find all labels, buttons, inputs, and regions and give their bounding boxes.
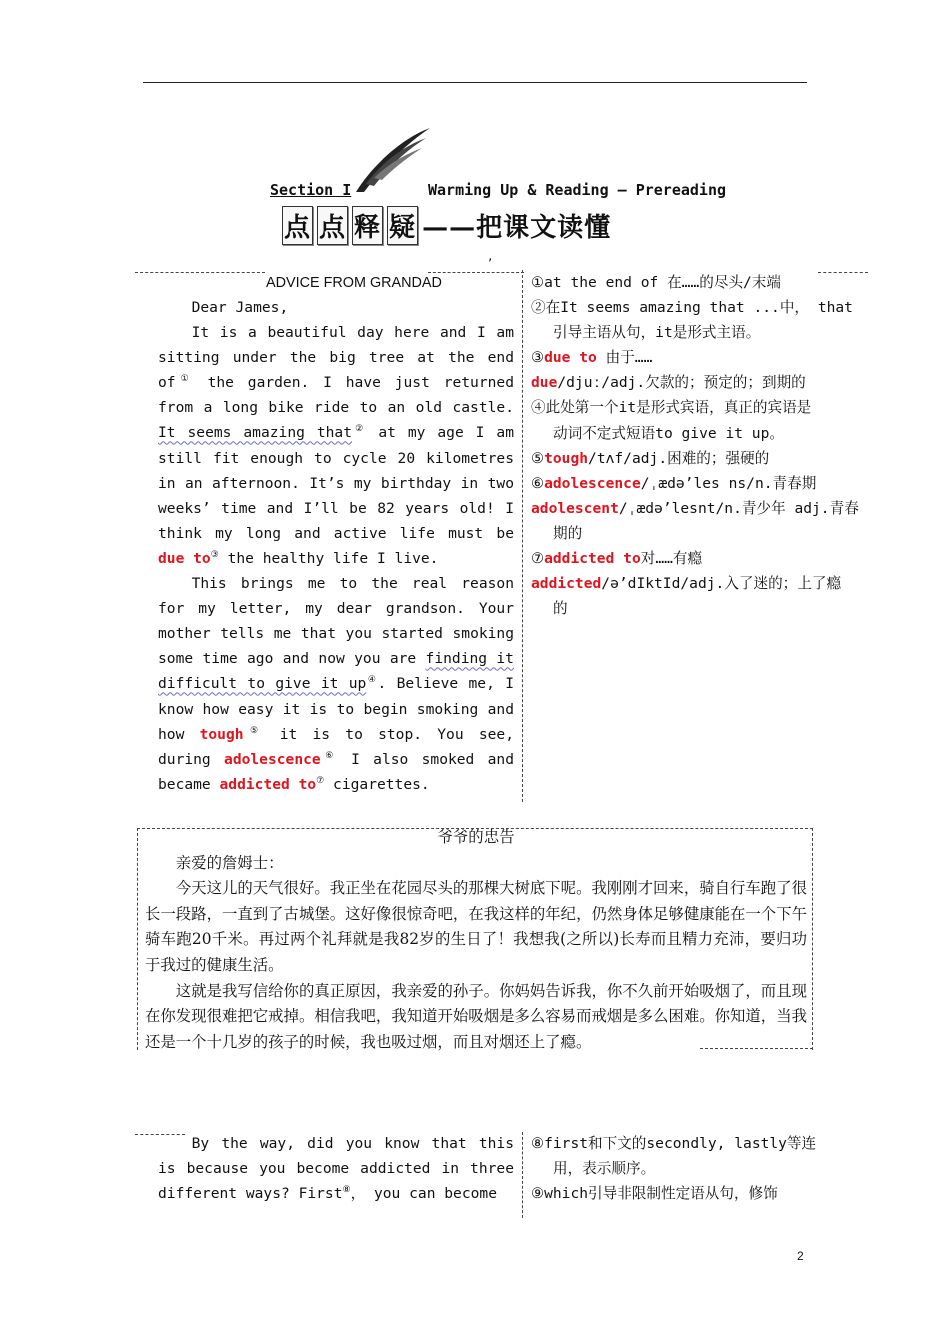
paragraph: [158, 571, 514, 797]
passage-english-2: [158, 1131, 514, 1206]
note-num: ③: [531, 349, 545, 367]
keyword: addicted to: [219, 775, 317, 793]
text: It is a beautiful day here and I am sitting under the big tree at the end of: [158, 324, 514, 392]
note-num: ⑦: [531, 550, 545, 568]
keyword: tough: [199, 725, 244, 743]
keyword: adolescent: [531, 499, 619, 517]
boxed-char: 点: [282, 206, 313, 245]
note-marker: ⑦: [316, 775, 325, 786]
keyword: adolescence: [224, 750, 321, 768]
note-marker: ⑤: [243, 725, 265, 736]
column-divider: [522, 1132, 523, 1218]
note: ⑧first和下文的secondly, lastly等连: [531, 1135, 817, 1152]
note-cont: 期的: [553, 524, 583, 542]
note-cont: 引导主语从句，it是形式主语。: [553, 324, 761, 342]
note: ④此处第一个it是形式宾语，真正的宾语是: [531, 399, 812, 417]
note: [531, 446, 863, 471]
text: ， you can become: [350, 1185, 497, 1203]
text: 对……有瘾: [640, 550, 703, 568]
page-subtitle: [282, 206, 611, 245]
text: By the way, did you know that this is because you become addicted in three different ways? First: [158, 1135, 514, 1203]
text: 由于……: [596, 349, 653, 367]
text: I also smoked and became: [158, 750, 514, 793]
header-rule: [143, 82, 807, 83]
boxed-char: 释: [352, 206, 383, 245]
column-divider: [522, 270, 523, 802]
note-marker: ④: [366, 675, 378, 686]
note: [531, 546, 863, 571]
keyword: addicted to: [544, 550, 641, 568]
keyword: adolescence: [544, 474, 641, 492]
stray-comma: ,: [487, 250, 494, 263]
translation: [145, 825, 807, 1055]
dashed-border: [428, 272, 524, 273]
passage-title: ADVICE FROM GRANDAD: [266, 275, 442, 291]
note: ⑨which引导非限制性定语从句，修饰: [531, 1185, 778, 1203]
note-def: [531, 571, 863, 596]
boxed-char: 点: [317, 206, 348, 245]
note: ①at the end of 在……的尽头/末端: [531, 274, 782, 291]
page-number: 2: [797, 1249, 804, 1263]
vocab-notes-2: [531, 1131, 863, 1206]
note-num: ⑥: [531, 474, 545, 492]
text: /ə’dIktId/adj.入了迷的；上了瘾: [601, 575, 842, 593]
text: /ˌædə’les ns/n.青春期: [640, 474, 817, 492]
keyword: due: [531, 374, 558, 392]
keyword: due to: [158, 549, 211, 567]
section-heading: Warming Up & Reading — Prereading: [428, 181, 727, 199]
text: the garden. I have just returned from a long bike ride to an old castle.: [158, 374, 514, 417]
keyword: addicted: [531, 575, 602, 593]
text: at my age I am still fit enough to cycle 20 kilometres in an afternoon. It’s my birthday in two weeks’ time and I’ll be 82 years old! I think my long and active life must be: [158, 424, 514, 542]
translation-greeting: 亲爱的詹姆士：: [175, 853, 284, 872]
note-marker: ⑥: [320, 750, 338, 761]
note: [531, 471, 863, 496]
note-num: ⑤: [531, 449, 545, 467]
text: . Believe me, I know how easy it is to begin smoking and how: [158, 675, 514, 743]
note-cont: 的: [553, 600, 568, 618]
highlight-phrase: It seems amazing that: [158, 424, 352, 442]
translation-paragraph: 这就是我写信给你的真正原因，我亲爱的孙子。你妈妈告诉我，你不久前开始吸烟了，而且现在你发现很难把它戒掉。相信我吧，我知道开始吸烟是多么容易而戒烟是多么困难。你知道，当我还是一个十几岁的孩子的时候，我也吸过烟，而且对烟还上了瘾。: [145, 981, 807, 1051]
keyword: due to: [544, 349, 597, 367]
dashed-border: [135, 272, 265, 273]
note: [531, 345, 863, 370]
note: ②在It seems amazing that ...中， that: [531, 299, 853, 317]
text: it is to stop. You see, during: [158, 725, 514, 768]
salutation: Dear James,: [191, 299, 289, 316]
text: /ˌædə’lesnt/n.青少年 adj.青春: [618, 499, 859, 517]
passage-english: [158, 295, 514, 797]
note-cont: 用，表示顺序。: [553, 1160, 656, 1178]
section-label: Section I: [270, 181, 352, 199]
highlight-phrase: finding it difficult to give it up: [158, 650, 514, 693]
vocab-notes: [531, 270, 863, 621]
note-cont: 动词不定式短语to give it up。: [553, 424, 784, 442]
dashed-border: [812, 828, 813, 1050]
text: /djuː/adj.欠款的；预定的；到期的: [557, 374, 806, 392]
subtitle-rest: ——把课文读懂: [422, 213, 612, 243]
note-def: [531, 496, 863, 521]
paragraph: [158, 320, 514, 571]
paragraph: [158, 1131, 514, 1206]
swoosh-logo-icon: [352, 126, 432, 196]
note-marker: ⑧: [342, 1185, 351, 1196]
text: the healthy life I live.: [227, 549, 439, 567]
note-marker: ②: [352, 424, 367, 435]
boxed-char: 疑: [387, 206, 418, 245]
dashed-border: [137, 828, 138, 1050]
keyword: tough: [544, 449, 589, 467]
translation-paragraph: 今天这儿的天气很好。我正坐在花园尽头的那棵大树底下呢。我刚刚才回来，骑自行车跑了很长一段路，一直到了古城堡。这好像很惊奇吧，在我这样的年纪，仍然身体足够健康能在一个下午骑车跑20千米。再过两个礼拜就是我82岁的生日了！我想我(之所以)长寿而且精力充沛，要归功于我过的健康生活。: [145, 879, 807, 974]
text: /tʌf/adj.困难的；强硬的: [588, 449, 770, 467]
text: cigarettes.: [333, 775, 430, 793]
text: This brings me to the real reason for my letter, my dear grandson. Your mother tells me that you started smoking some time ago and now you are: [158, 575, 514, 668]
note-marker: ①: [175, 374, 194, 385]
translation-title: 爷爷的忠告: [437, 828, 515, 846]
note-marker: ③: [210, 550, 219, 561]
note-def: [531, 370, 863, 395]
